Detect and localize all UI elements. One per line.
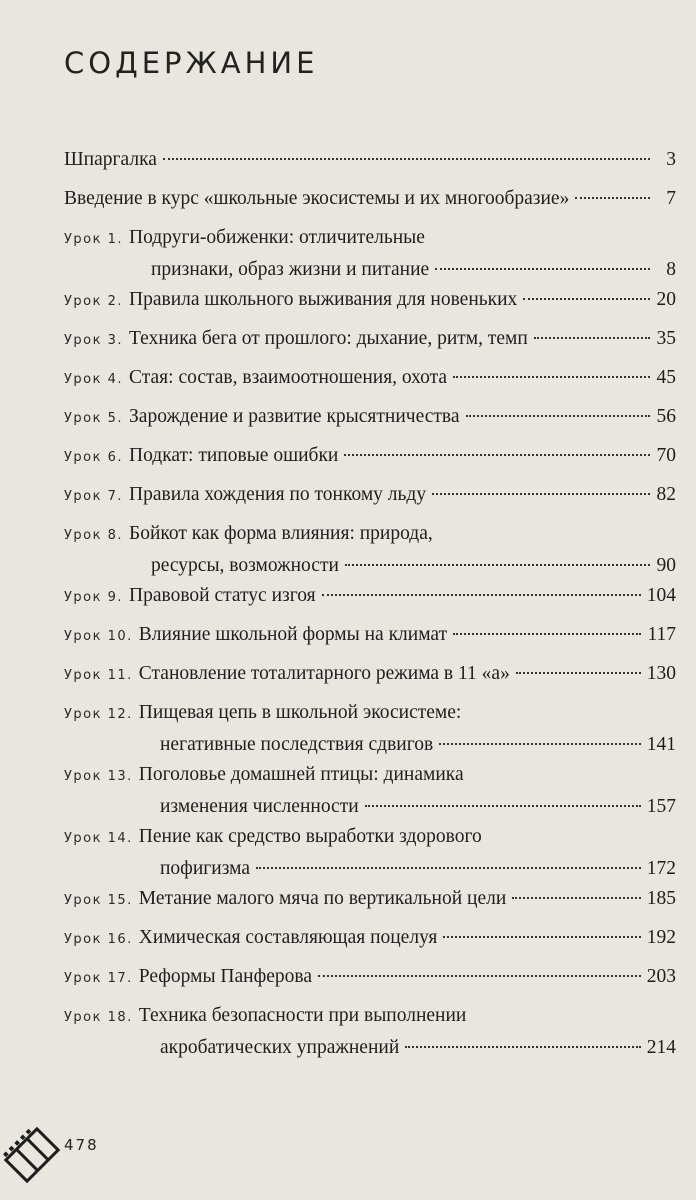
toc-line	[64, 255, 676, 285]
lesson-label: Урок 15.	[64, 893, 133, 908]
page-ref: 82	[656, 484, 676, 505]
toc-line	[64, 402, 676, 434]
entry-title-cont: ресурсы, возможности	[151, 555, 339, 576]
entry-title: Введение в курс «школьные экосистемы и их многообразие»	[64, 188, 570, 209]
page-ref: 117	[647, 624, 676, 645]
leader-dots	[466, 415, 650, 417]
lesson-label: Урок 12.	[64, 707, 133, 722]
entry-title: Шпаргалка	[64, 149, 157, 170]
toc-entry	[64, 285, 676, 324]
lesson-label: Урок 5.	[64, 411, 124, 426]
toc-line	[64, 285, 676, 317]
entry-title-cont: акробатических упражнений	[160, 1037, 400, 1058]
leader-dots	[256, 867, 641, 869]
toc-line	[64, 760, 676, 792]
page-ref: 8	[666, 259, 676, 280]
toc-entry	[64, 581, 676, 620]
entry-title: Правила хождения по тонкому льду	[129, 484, 427, 505]
leader-dots	[523, 298, 650, 300]
lesson-label: Урок 16.	[64, 932, 133, 947]
entry-title: Подкат: типовые ошибки	[129, 445, 339, 466]
entry-title-cont: негативные последствия сдвигов	[160, 734, 434, 755]
lesson-label: Урок 17.	[64, 971, 133, 986]
leader-dots	[534, 337, 650, 339]
toc-entry	[64, 363, 676, 402]
leader-dots	[516, 672, 641, 674]
toc-entry	[64, 402, 676, 441]
toc-line	[64, 363, 676, 395]
lesson-label: Урок 9.	[64, 590, 124, 605]
toc-line	[64, 145, 676, 175]
film-strip-icon	[0, 1110, 64, 1200]
leader-dots	[318, 975, 641, 977]
entry-title-cont: пофигизма	[160, 858, 250, 879]
lesson-label: Урок 7.	[64, 489, 124, 504]
page-ref: 56	[656, 406, 676, 427]
entry-title: Бойкот как форма влияния: природа,	[129, 523, 433, 544]
entry-title: Становление тоталитарного режима в 11 «а»	[138, 663, 510, 684]
page-ref: 192	[646, 927, 676, 948]
toc-entry	[64, 480, 676, 519]
toc-line	[64, 962, 676, 994]
page-ref: 70	[656, 445, 676, 466]
toc-entry	[64, 223, 676, 285]
page-ref: 7	[666, 188, 676, 209]
entry-title-cont: признаки, образ жизни и питание	[151, 259, 430, 280]
lesson-label: Урок 3.	[64, 333, 124, 348]
toc-entry	[64, 659, 676, 698]
lesson-label: Урок 4.	[64, 372, 124, 387]
page-ref: 90	[656, 555, 676, 576]
lesson-label: Урок 8.	[64, 528, 124, 543]
lesson-label: Урок 11.	[64, 668, 133, 683]
toc-entry	[64, 519, 676, 581]
entry-title: Влияние школьной формы на климат	[138, 624, 448, 645]
toc-line	[64, 730, 676, 760]
toc-entry	[64, 184, 676, 223]
toc-entry	[64, 145, 676, 184]
leader-dots	[575, 197, 650, 199]
toc-entry	[64, 441, 676, 480]
toc-line	[64, 480, 676, 512]
toc-entry	[64, 698, 676, 760]
toc-line	[64, 822, 676, 854]
leader-dots	[405, 1046, 640, 1048]
page-ref: 3	[666, 149, 676, 170]
entry-title-cont: изменения численности	[160, 796, 359, 817]
page-ref: 214	[646, 1037, 676, 1058]
page-ref: 185	[646, 888, 676, 909]
toc-entry	[64, 620, 676, 659]
lesson-label: Урок 14.	[64, 831, 133, 846]
toc-entry	[64, 822, 676, 884]
toc-entry	[64, 884, 676, 923]
leader-dots	[453, 633, 641, 635]
toc-line	[64, 581, 676, 613]
toc-line	[64, 519, 676, 551]
toc-entry	[64, 760, 676, 822]
toc-line	[64, 324, 676, 356]
page-ref: 20	[656, 289, 676, 310]
page-ref: 45	[656, 367, 676, 388]
page-number: 478	[64, 1136, 99, 1154]
entry-title: Химическая составляющая поцелуя	[138, 927, 438, 948]
toc-entry	[64, 324, 676, 363]
leader-dots	[344, 454, 650, 456]
toc-line	[64, 792, 676, 822]
toc-entry	[64, 923, 676, 962]
lesson-label: Урок 13.	[64, 769, 133, 784]
page-ref: 104	[646, 585, 676, 606]
entry-title: Правовой статус изгоя	[129, 585, 316, 606]
leader-dots	[439, 743, 641, 745]
leader-dots	[453, 376, 650, 378]
toc-line	[64, 184, 676, 214]
table-of-contents	[64, 145, 676, 1063]
leader-dots	[443, 936, 640, 938]
page-ref: 157	[646, 796, 676, 817]
lesson-label: Урок 10.	[64, 629, 133, 644]
toc-line	[64, 441, 676, 473]
page-ref: 130	[646, 663, 676, 684]
toc-line	[64, 1001, 676, 1033]
leader-dots	[322, 594, 641, 596]
entry-title: Поголовье домашней птицы: динамика	[138, 764, 464, 785]
entry-title: Правила школьного выживания для новеньких	[129, 289, 518, 310]
entry-title: Стая: состав, взаимоотношения, охота	[129, 367, 448, 388]
leader-dots	[163, 158, 650, 160]
leader-dots	[432, 493, 650, 495]
entry-title: Метание малого мяча по вертикальной цели	[138, 888, 507, 909]
entry-title: Техника безопасности при выполнении	[138, 1005, 467, 1026]
toc-entry	[64, 962, 676, 1001]
page-ref: 203	[646, 966, 676, 987]
entry-title: Зарождение и развитие крысятничества	[129, 406, 460, 427]
lesson-label: Урок 6.	[64, 450, 124, 465]
page-title: СОДЕРЖАНИЕ	[64, 46, 319, 80]
lesson-label: Урок 2.	[64, 294, 124, 309]
page-ref: 35	[656, 328, 676, 349]
entry-title: Пищевая цепь в школьной экосистеме:	[138, 702, 462, 723]
entry-title: Подруги-обиженки: отличительные	[129, 227, 425, 248]
entry-title: Пение как средство выработки здорового	[138, 826, 482, 847]
toc-entry	[64, 1001, 676, 1063]
toc-line	[64, 223, 676, 255]
toc-line	[64, 1033, 676, 1063]
entry-title: Техника бега от прошлого: дыхание, ритм, темп	[129, 328, 528, 349]
page-ref: 172	[646, 858, 676, 879]
toc-line	[64, 620, 676, 652]
leader-dots	[365, 805, 641, 807]
page-ref: 141	[646, 734, 676, 755]
toc-line	[64, 551, 676, 581]
lesson-label: Урок 1.	[64, 232, 124, 247]
toc-line	[64, 698, 676, 730]
leader-dots	[512, 897, 640, 899]
entry-title: Реформы Панферова	[138, 966, 313, 987]
toc-line	[64, 923, 676, 955]
leader-dots	[435, 268, 650, 270]
toc-line	[64, 884, 676, 916]
toc-line	[64, 854, 676, 884]
toc-line	[64, 659, 676, 691]
leader-dots	[345, 564, 650, 566]
lesson-label: Урок 18.	[64, 1010, 133, 1025]
